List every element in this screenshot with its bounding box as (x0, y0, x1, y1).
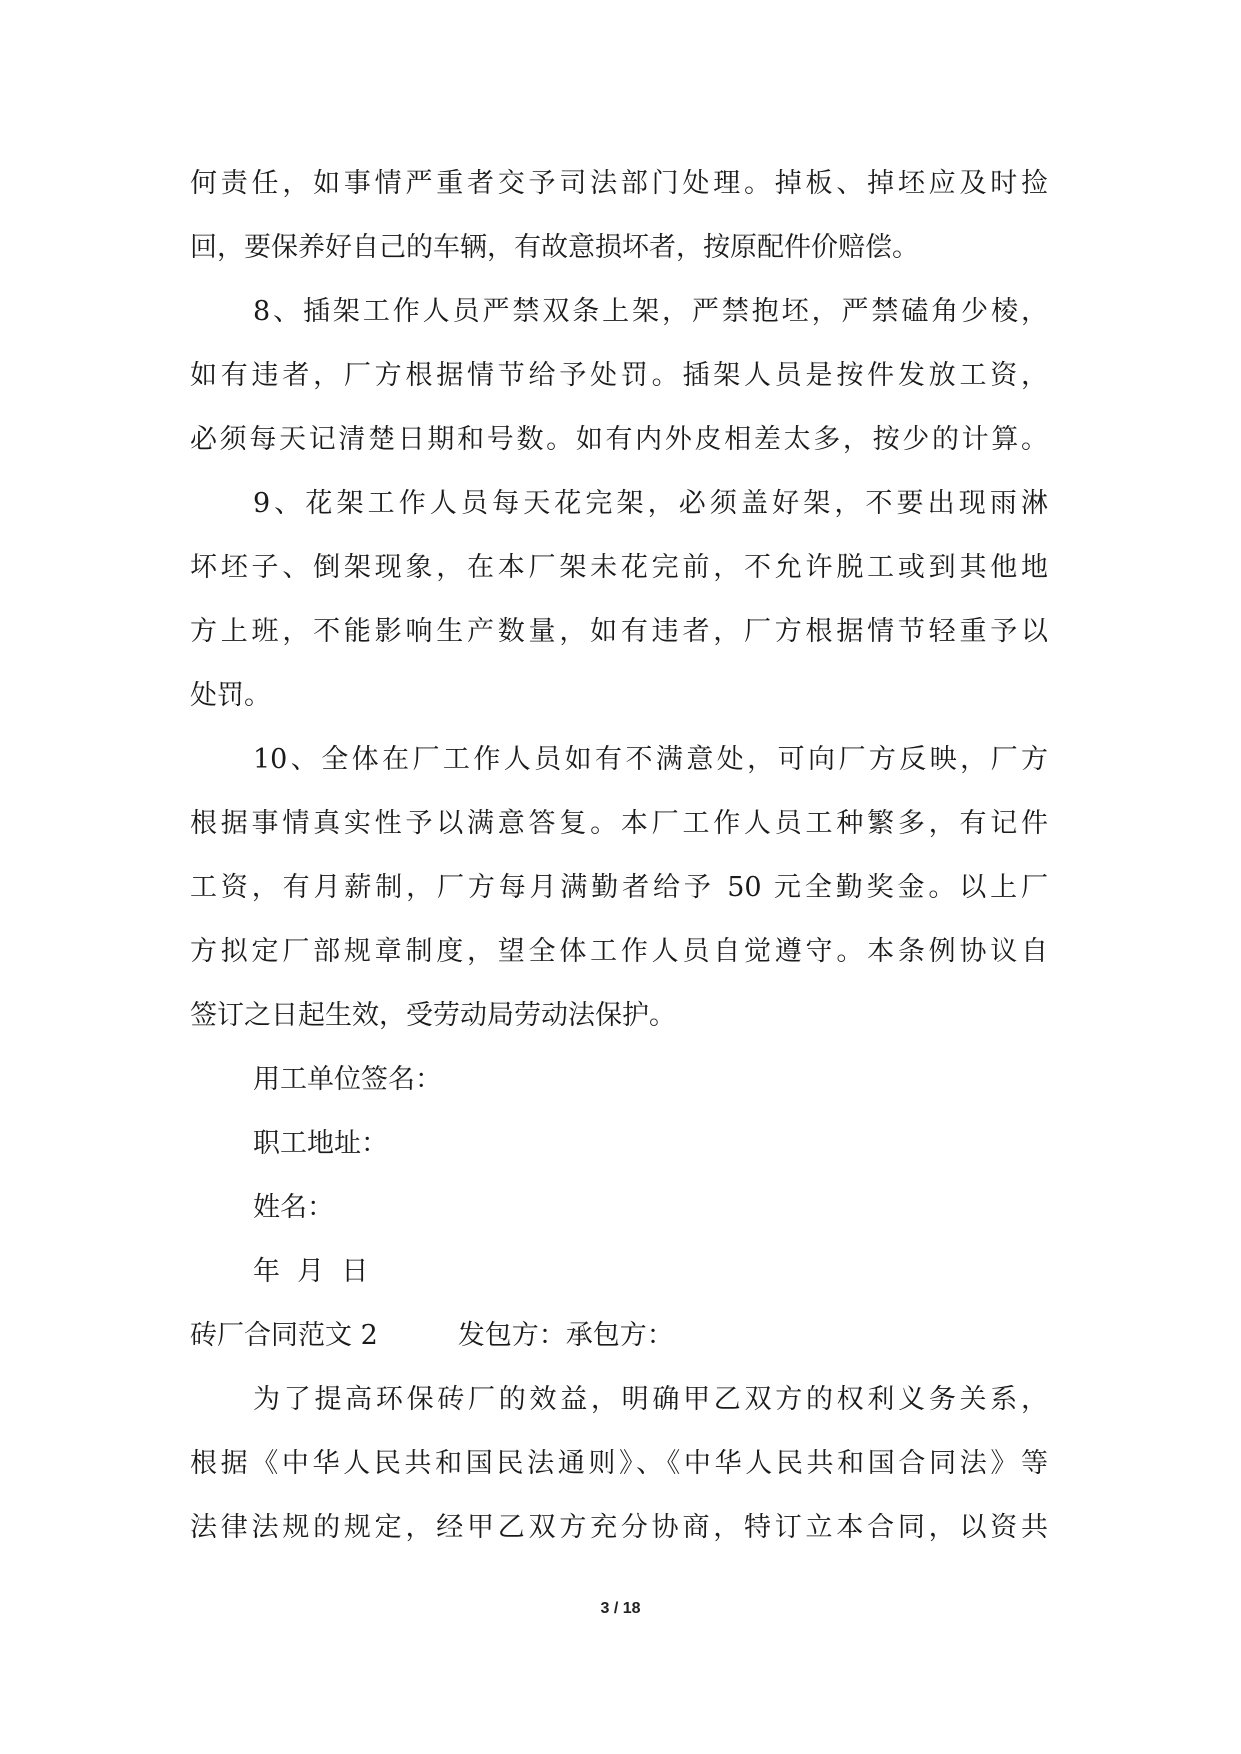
text-line: 回，要保养好自己的车辆，有故意损坏者，按原配件价赔偿。 (190, 232, 919, 263)
text-line: 何责任，如事情严重者交予司法部门处理。掉板、掉坯应及时捡 (190, 168, 1048, 199)
text-line: 处罚。 (190, 680, 271, 711)
text-line: 必须每天记清楚日期和号数。如有内外皮相差太多，按少的计算。 (190, 424, 1048, 455)
section-heading (190, 1304, 1048, 1368)
text-line: 根据《中华人民共和国民法通则》、《中华人民共和国合同法》等 (190, 1448, 1048, 1479)
text-line: 8、插架工作人员严禁双条上架，严禁抱坯，严禁磕角少棱， (253, 296, 1048, 327)
signature-employer-label: 用工单位签名： (253, 1064, 442, 1095)
text-line: 方上班，不能影响生产数量，如有违者，厂方根据情节轻重予以 (190, 616, 1048, 647)
employee-address-label: 职工地址： (253, 1128, 388, 1159)
text-line: 签订之日起生效，受劳动局劳动法保护。 (190, 1000, 676, 1031)
text-line: 坏坯子、倒架现象，在本厂架未花完前，不允许脱工或到其他地 (190, 552, 1048, 583)
name-label: 姓名： (253, 1192, 334, 1223)
text-line: 10、全体在厂工作人员如有不满意处，可向厂方反映，厂方 (253, 744, 1048, 775)
text-line: 方拟定厂部规章制度，望全体工作人员自觉遵守。本条例协议自 (190, 936, 1048, 967)
date-label: 年 月 日 (253, 1256, 369, 1287)
text-line: 为了提高环保砖厂的效益，明确甲乙双方的权利义务关系， (253, 1384, 1048, 1415)
text-line: 9、花架工作人员每天花完架，必须盖好架，不要出现雨淋 (253, 488, 1048, 519)
text-line: 工资，有月薪制，厂方每月满勤者给予 50 元全勤奖金。以上厂 (190, 872, 1048, 903)
text-line: 如有违者，厂方根据情节给予处罚。插架人员是按件发放工资， (190, 360, 1048, 391)
contract-parties: 发包方：承包方： (457, 1320, 674, 1351)
text-line: 根据事情真实性予以满意答复。本厂工作人员工种繁多，有记件 (190, 808, 1048, 839)
section-title: 砖厂合同范文 2 (190, 1320, 378, 1351)
page-number: 3 / 18 (600, 1600, 641, 1617)
document-body (190, 152, 1048, 1560)
text-line: 法律法规的规定，经甲乙双方充分协商，特订立本合同，以资共 (190, 1512, 1048, 1543)
